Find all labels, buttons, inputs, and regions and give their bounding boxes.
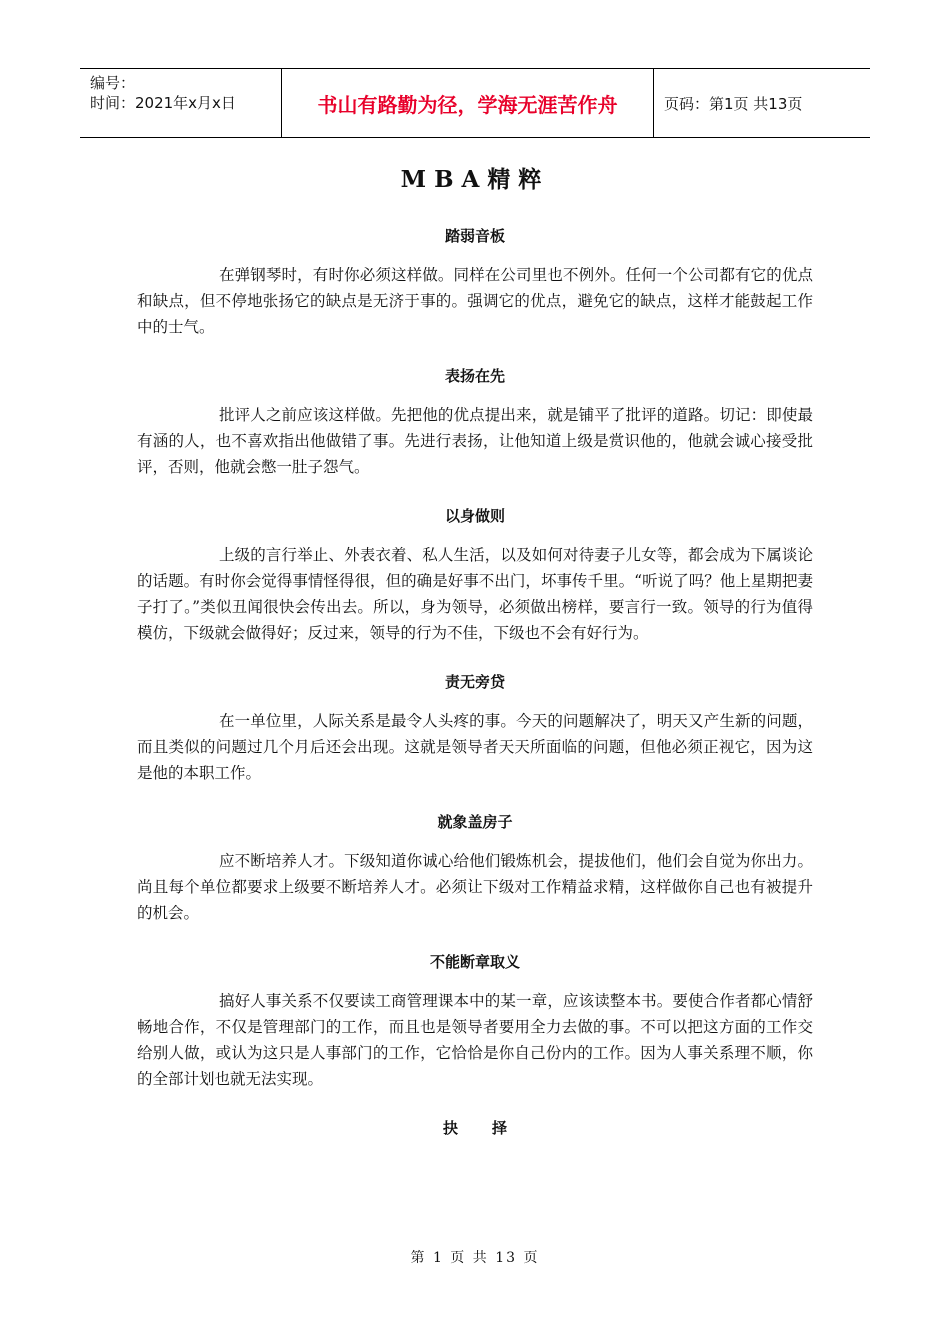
section-heading-last: 抉择 [442, 1119, 541, 1137]
section-heading: 责无旁贷 [444, 673, 505, 691]
section-paragraph: 批评人之前应该这样做。先把他的优点提出来，就是铺平了批评的道路。切记：即使最有涵的人，也不喜欢指出他做错了事。先进行表扬，让他知道上级是赏识他的，他就会诚心接受批评，否则，他就会憋一肚子怨气。 [137, 406, 813, 476]
section-paragraph: 在弹钢琴时，有时你必须这样做。同样在公司里也不例外。任何一个公司都有它的优点和缺点，但不停地张扬它的缺点是无济于事的。强调它的优点，避免它的缺点，这样才能鼓起工作中的士气。 [137, 266, 813, 336]
section-heading: 就象盖房子 [437, 813, 513, 831]
section-heading: 表扬在先 [444, 367, 505, 385]
header-code-label: 编号： [90, 74, 136, 92]
header-meta [80, 69, 282, 137]
section-heading: 以身做则 [444, 507, 505, 525]
section-paragraph: 应不断培养人才。下级知道你诚心给他们锻炼机会，提拔他们，他们会自觉为你出力。尚且每个单位都要求上级要不断培养人才。必须让下级对工作精益求精，这样做你自己也有被提升的机会。 [137, 852, 813, 922]
section-heading: 踏弱音板 [444, 227, 505, 245]
section-paragraph: 上级的言行举止、外表衣着、私人生活，以及如何对待妻子儿女等，都会成为下属谈论的话题。有时你会觉得事情怪得很，但的确是好事不出门，坏事传千里。“听说了吗？他上星期把妻子打了。”类似丑闻很快会传出去。所以，身为领导，必须做出榜样，要言行一致。领导的行为值得模仿，下级就会做得好；反过来，领导的行为不佳，下级也不会有好行为。 [137, 546, 813, 642]
document-body [137, 160, 813, 1154]
header-motto: 书山有路勤为径，学海无涯苦作舟 [282, 69, 654, 137]
page-footer: 第 1 页 共 13 页 [410, 1250, 540, 1266]
page-header [80, 68, 870, 138]
header-time-label: 时间：2021年x月x日 [90, 94, 236, 112]
document-title: MBA精粹 [400, 166, 550, 193]
header-page-info: 页码：第1页 共13页 [664, 94, 803, 113]
section-paragraph: 搞好人事关系不仅要读工商管理课本中的某一章，应该读整本书。要使合作者都心情舒畅地合作，不仅是管理部门的工作，而且也是领导者要用全力去做的事。不可以把这方面的工作交给别人做，或认为这只是人事部门的工作，它恰恰是你自己份内的工作。因为人事关系理不顺，你的全部计划也就无法实现。 [137, 992, 813, 1088]
section-paragraph: 在一单位里，人际关系是最令人头疼的事。今天的问题解决了，明天又产生新的问题，而且类似的问题过几个月后还会出现。这就是领导者天天所面临的问题，但他必须正视它，因为这是他的本职工作。 [137, 712, 813, 782]
section-heading: 不能断章取义 [429, 953, 520, 971]
